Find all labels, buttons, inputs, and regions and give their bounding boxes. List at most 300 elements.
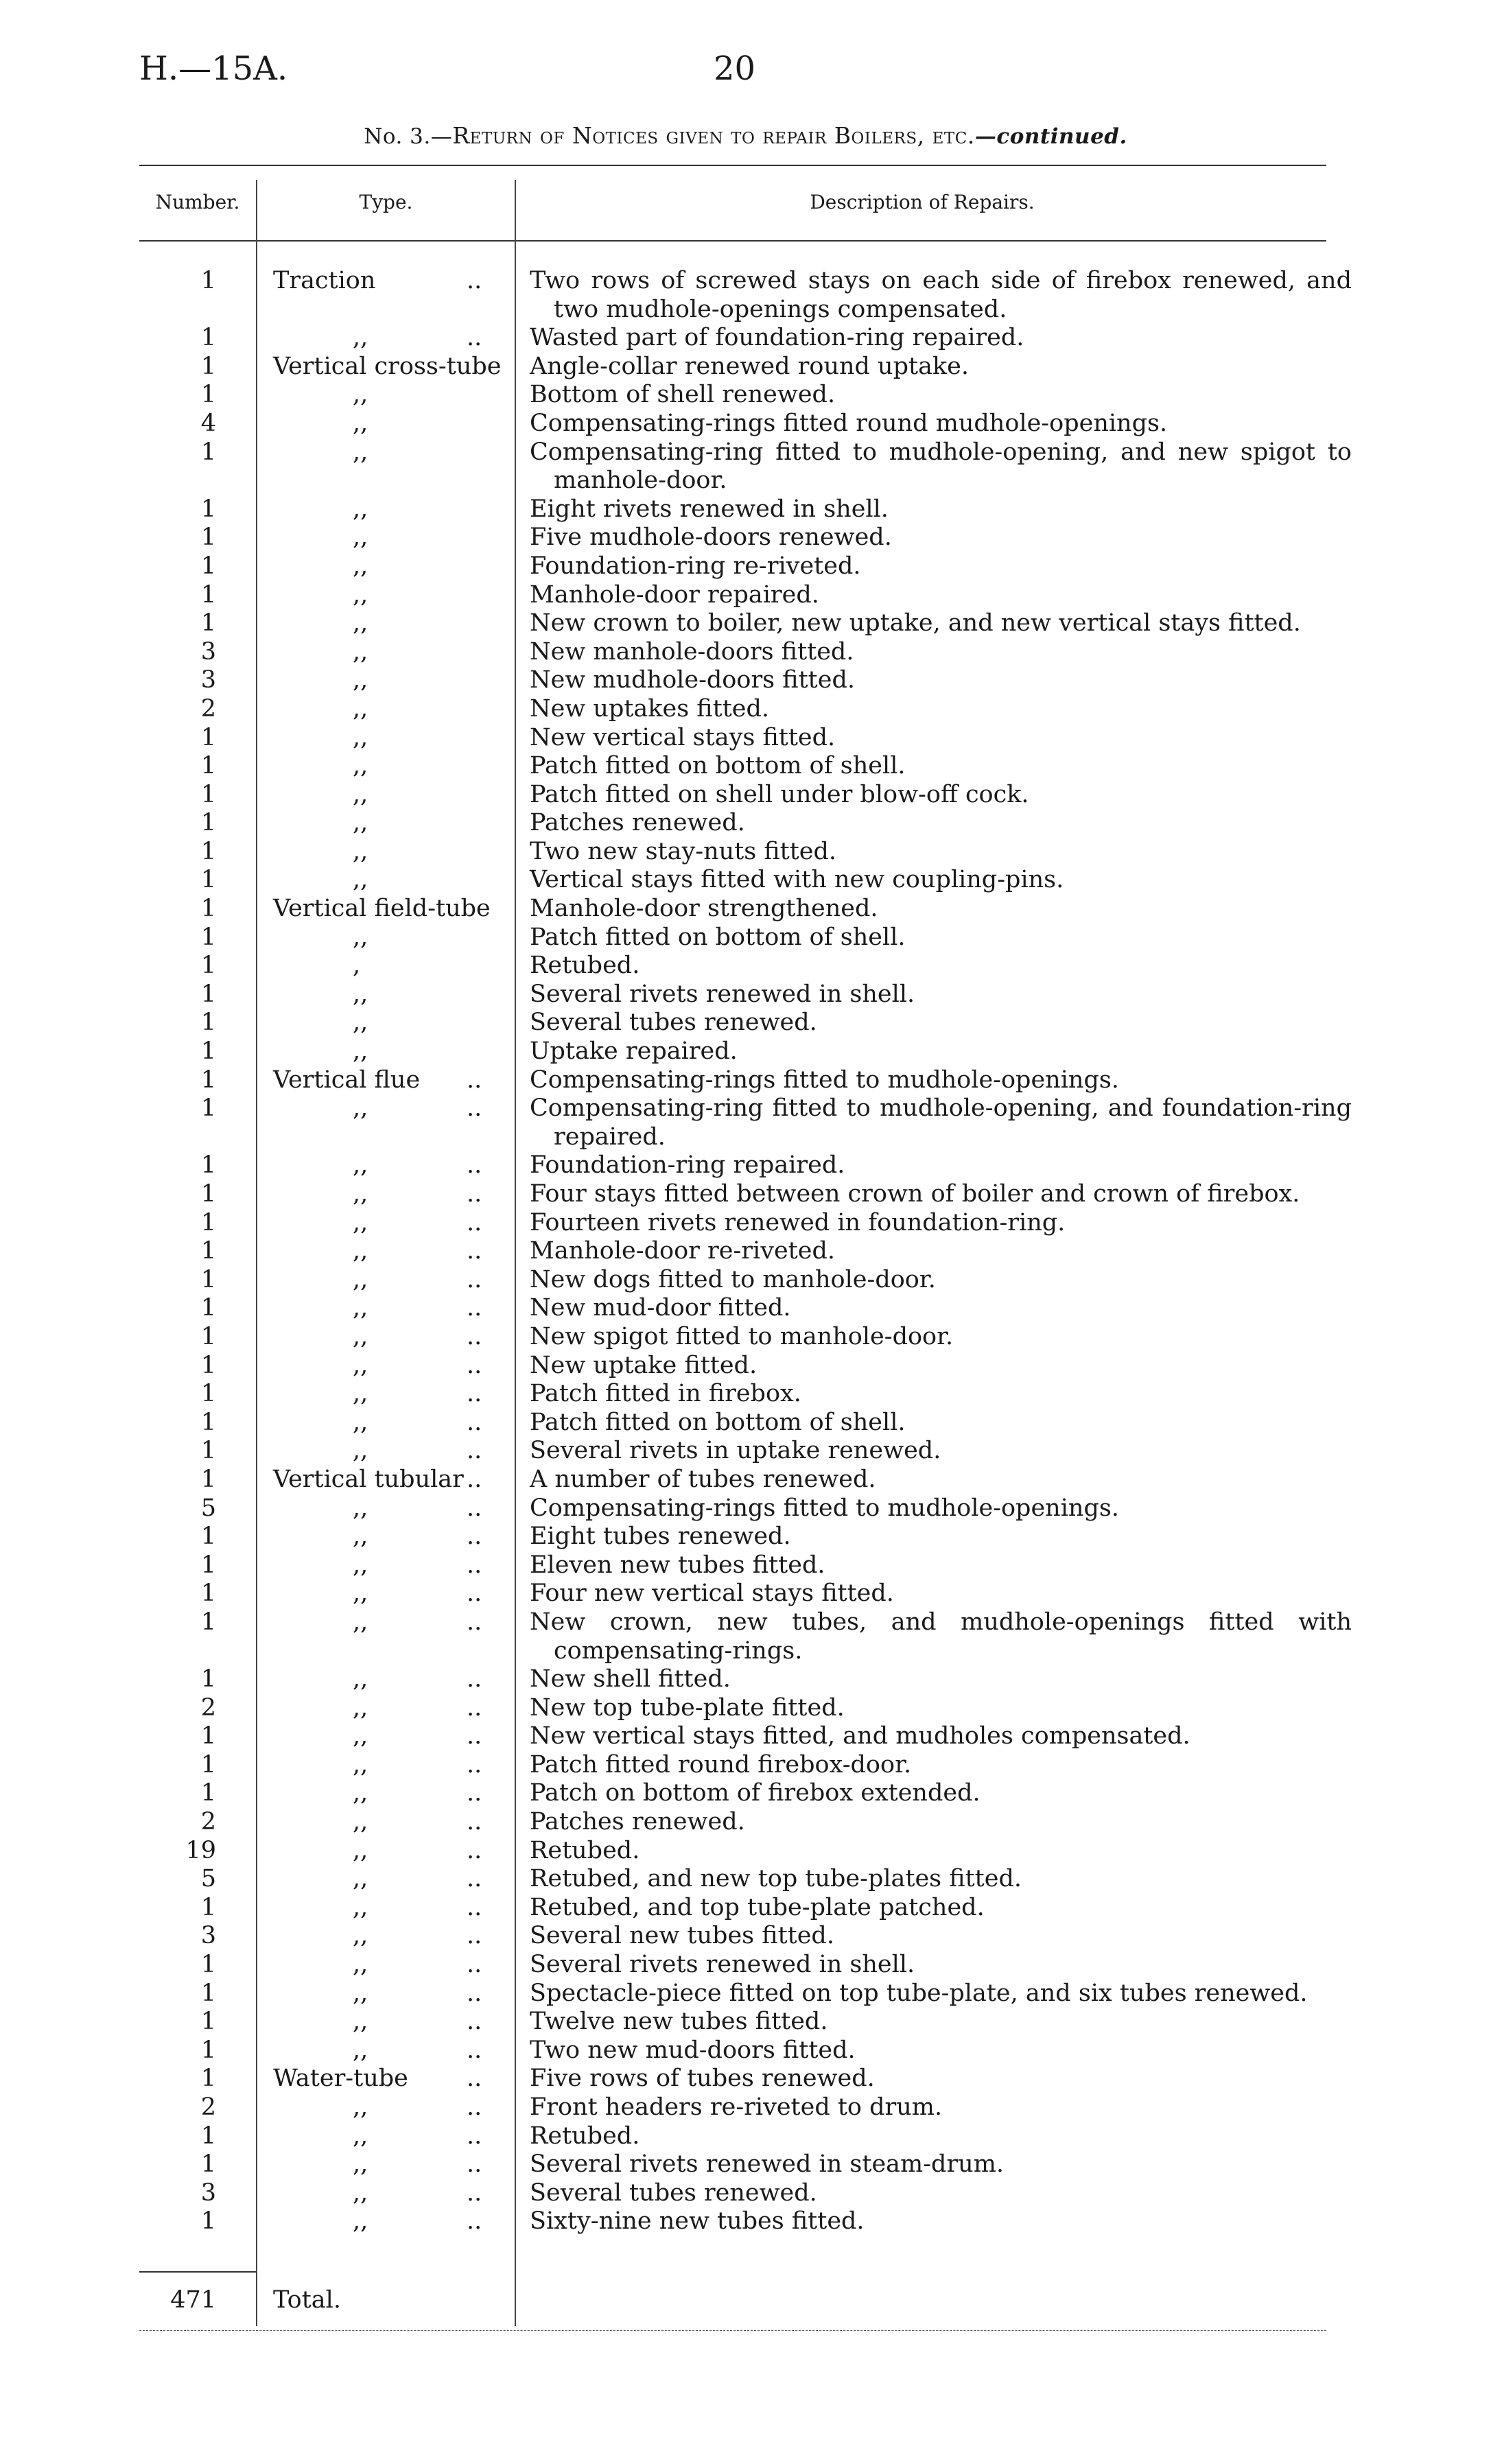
table-row [0, 1837, 1491, 1866]
row-description: Patches renewed. [530, 809, 745, 837]
row-number: 1 [200, 1180, 216, 1208]
table-row [0, 1266, 1491, 1295]
table-row [0, 324, 1491, 353]
row-type-text: ,, [353, 1922, 368, 1950]
row-description: Angle-collar renewed round uptake. [530, 352, 969, 380]
row-type-text: ,, [353, 1180, 368, 1208]
row-number: 5 [200, 1494, 216, 1522]
row-type-text: ,, [353, 1294, 368, 1322]
row-number: 1 [200, 1437, 216, 1465]
title-main: Return of Notices given to repair Boilers, etc. [452, 122, 975, 149]
leader-dots: .. [467, 1265, 482, 1293]
row-type-text: ,, [353, 1722, 368, 1750]
row-type-text: ,, [353, 580, 368, 609]
row-description: Foundation-ring re-riveted. [530, 552, 861, 580]
table-row [0, 609, 1491, 638]
table-row [0, 2037, 1491, 2065]
row-description: Compensating-ring fitted to mudhole-opening, and foundation-ring repaired. [530, 1094, 1352, 1151]
row-description: Patch fitted round firebox-door. [530, 1750, 912, 1779]
row-description: Eight tubes renewed. [530, 1523, 791, 1551]
row-description: Compensating-rings fitted to mudhole-openings. [530, 1494, 1119, 1522]
title-suffix: —continued. [974, 124, 1127, 149]
title-prefix: No. 3.— [364, 124, 453, 149]
row-type-text: ,, [353, 1380, 368, 1408]
row-number: 2 [200, 1693, 216, 1722]
table-row [0, 724, 1491, 753]
table-row [0, 267, 1491, 324]
row-type-text: ,, [353, 381, 368, 409]
table-row [0, 866, 1491, 895]
row-description: Eight rivets renewed in shell. [530, 495, 889, 523]
leader-dots: .. [467, 1151, 482, 1180]
row-description: New mud-door fitted. [530, 1294, 791, 1322]
row-type-text: ,, [353, 723, 368, 751]
row-description: Vertical stays fitted with new coupling-pins. [530, 866, 1064, 894]
row-type [273, 2065, 493, 2093]
total-label: Total. [273, 2286, 341, 2314]
row-description: Retubed, and top tube-plate patched. [530, 1893, 985, 1921]
row-description: Patch fitted on bottom of shell. [530, 1408, 906, 1436]
row-type-text: ,, [353, 495, 368, 523]
row-type-text: ,, [353, 1151, 368, 1180]
table-row [0, 1779, 1491, 1808]
row-type-text: ,, [353, 1351, 368, 1379]
row-number: 19 [185, 1836, 216, 1864]
header-bottom-rule [139, 240, 1326, 242]
row-type-text: Water-tube [273, 2065, 408, 2093]
row-number: 1 [200, 2008, 216, 2036]
row-description: New uptakes fitted. [530, 694, 770, 723]
row-description: Sixty-nine new tubes fitted. [530, 2207, 865, 2236]
row-number: 1 [200, 609, 216, 637]
row-description: Foundation-ring repaired. [530, 1151, 845, 1180]
row-number: 1 [200, 1094, 216, 1123]
row-number: 1 [200, 1893, 216, 1921]
row-description: Bottom of shell renewed. [530, 381, 836, 409]
row-description: Compensating-rings fitted to mudhole-openings. [530, 1066, 1119, 1094]
row-number: 1 [200, 1151, 216, 1180]
row-description: Patch fitted on shell under blow-off cock. [530, 780, 1029, 808]
row-type-text: ,, [353, 1009, 368, 1037]
leader-dots: .. [467, 1380, 482, 1408]
row-description: New vertical stays fitted. [530, 723, 836, 751]
row-type-text: ,, [353, 324, 368, 352]
row-type-text: ,, [353, 1779, 368, 1807]
row-description: Front headers re-riveted to drum. [530, 2093, 943, 2121]
row-type [273, 352, 502, 382]
leader-dots: .. [467, 2065, 482, 2093]
row-number: 1 [200, 324, 216, 352]
row-type-text: ,, [353, 1865, 368, 1893]
row-description: Manhole-door repaired. [530, 580, 819, 609]
leader-dots: .. [467, 2150, 482, 2179]
row-type-text: ,, [353, 2122, 368, 2150]
row-type-text: ,, [353, 524, 368, 552]
table-row [0, 1722, 1491, 1751]
row-type-text: ,, [353, 2008, 368, 2036]
row-number: 1 [200, 723, 216, 751]
table-row [0, 2150, 1491, 2179]
table-row [0, 2179, 1491, 2208]
table-row [0, 1694, 1491, 1723]
leader-dots: .. [467, 1437, 482, 1465]
table-row [0, 2207, 1491, 2236]
table-row [0, 1323, 1491, 1352]
table-row [0, 1409, 1491, 1438]
row-number: 1 [200, 923, 216, 951]
leader-dots: .. [467, 1094, 482, 1123]
row-type-text: ,, [353, 866, 368, 894]
row-description: Retubed. [530, 2122, 640, 2150]
row-description: Manhole-door re-riveted. [530, 1237, 835, 1265]
leader-dots: .. [467, 1836, 482, 1864]
row-number: 2 [200, 1808, 216, 1836]
table-row [0, 924, 1491, 952]
table-row [0, 1494, 1491, 1523]
row-number: 1 [200, 1665, 216, 1693]
row-description: Two new mud-doors fitted. [530, 2036, 856, 2064]
leader-dots: .. [467, 1865, 482, 1893]
table-row [0, 1066, 1491, 1095]
leader-dots: .. [467, 1580, 482, 1608]
column-header-type: Type. [359, 191, 413, 213]
row-number: 1 [200, 1322, 216, 1350]
row-number: 1 [200, 1779, 216, 1807]
table-row [0, 981, 1491, 1009]
row-description: New top tube-plate fitted. [530, 1693, 845, 1722]
row-type [273, 895, 493, 924]
table-row [0, 781, 1491, 810]
leader-dots: .. [467, 1750, 482, 1779]
table-row [0, 895, 1491, 924]
table-row [0, 809, 1491, 838]
row-type-text: ,, [353, 1750, 368, 1779]
page-reference: H.—15A. [139, 49, 288, 88]
row-description: A number of tubes renewed. [530, 1465, 876, 1493]
table-row [0, 695, 1491, 724]
leader-dots: .. [467, 1922, 482, 1950]
row-number: 1 [200, 1380, 216, 1408]
row-number: 1 [200, 524, 216, 552]
row-number: 1 [200, 1523, 216, 1551]
leader-dots: .. [467, 1722, 482, 1750]
row-number: 4 [200, 409, 216, 437]
row-number: 1 [200, 267, 216, 294]
row-type-text: ,, [353, 1665, 368, 1693]
table-row [0, 1151, 1491, 1180]
row-number: 3 [200, 666, 216, 694]
row-type-text: Vertical flue [273, 1066, 421, 1094]
leader-dots: .. [467, 324, 482, 352]
table-row [0, 552, 1491, 581]
table-row [0, 2065, 1491, 2093]
row-type-text: ,, [353, 1408, 368, 1436]
row-description: New manhole-doors fitted. [530, 637, 854, 666]
row-description: Several rivets in uptake renewed. [530, 1437, 941, 1465]
row-type-text: ,, [353, 1808, 368, 1836]
row-type-text: ,, [353, 837, 368, 865]
row-type-text: ,, [353, 1608, 368, 1636]
row-type-text: Vertical cross-tube [273, 352, 502, 380]
row-description: New crown, new tubes, and mudhole-openings fitted with compensating-rings. [530, 1608, 1352, 1665]
table-row [0, 838, 1491, 867]
row-number: 1 [200, 2207, 216, 2236]
leader-dots: .. [467, 1951, 482, 1979]
table-row [0, 524, 1491, 552]
row-number: 1 [200, 1750, 216, 1779]
row-number: 1 [200, 2150, 216, 2179]
row-description: Compensating-ring fitted to mudhole-opening, and new spigot to manhole-door. [530, 438, 1352, 495]
leader-dots: .. [467, 2122, 482, 2150]
row-description: Two new stay-nuts fitted. [530, 837, 837, 865]
row-number: 1 [200, 1722, 216, 1750]
table-row [0, 1009, 1491, 1037]
row-number: 1 [200, 438, 216, 466]
table-row [0, 381, 1491, 410]
row-number: 1 [200, 2122, 216, 2150]
table-row [0, 1209, 1491, 1238]
row-type-text: ,, [353, 1237, 368, 1265]
row-number: 1 [200, 1009, 216, 1037]
row-description: Manhole-door strengthened. [530, 895, 878, 923]
row-number: 1 [200, 1608, 216, 1636]
leader-dots: .. [467, 2036, 482, 2064]
row-number: 1 [200, 381, 216, 409]
row-type-text: ,, [353, 1893, 368, 1921]
table-row [0, 1580, 1491, 1608]
row-type [273, 1066, 493, 1095]
row-description: New spigot fitted to manhole-door. [530, 1322, 954, 1350]
table-row [0, 1665, 1491, 1694]
row-number: 1 [200, 1351, 216, 1379]
table-row [0, 666, 1491, 695]
row-type-text: ,, [353, 552, 368, 580]
table-row [0, 1980, 1491, 2008]
row-type-text: ,, [353, 2036, 368, 2064]
row-number: 1 [200, 1979, 216, 2007]
row-type-text: ,, [353, 1208, 368, 1236]
row-description: Uptake repaired. [530, 1037, 738, 1066]
table-row [0, 1922, 1491, 1951]
row-type-text: ,, [353, 1693, 368, 1722]
row-number: 1 [200, 809, 216, 837]
row-type-text: ,, [353, 1494, 368, 1522]
row-description: Several new tubes fitted. [530, 1922, 834, 1950]
row-description: New vertical stays fitted, and mudholes compensated. [530, 1722, 1190, 1750]
table-row [0, 1294, 1491, 1323]
row-description: Patch on bottom of firebox extended. [530, 1779, 981, 1807]
table-row [0, 1523, 1491, 1551]
row-type-text: ,, [353, 2207, 368, 2236]
row-number: 1 [200, 495, 216, 523]
column-header-description: Description of Repairs. [810, 191, 1035, 213]
table-row [0, 1608, 1491, 1665]
row-type-text: ,, [353, 694, 368, 723]
row-type [273, 267, 493, 296]
row-description: Spectacle-piece fitted on top tube-plate, and six tubes renewed. [530, 1979, 1308, 2007]
leader-dots: .. [467, 1294, 482, 1322]
leader-dots: .. [467, 2093, 482, 2121]
leader-dots: .. [467, 1494, 482, 1522]
row-number: 1 [200, 1265, 216, 1293]
leader-dots: .. [467, 2179, 482, 2207]
row-number: 1 [200, 2036, 216, 2064]
row-description: Patches renewed. [530, 1808, 745, 1836]
row-description: Eleven new tubes fitted. [530, 1551, 825, 1579]
page-number: 20 [714, 49, 756, 88]
table-title [0, 122, 1491, 149]
row-type-text: ,, [353, 752, 368, 780]
table-row [0, 1437, 1491, 1466]
row-number: 1 [200, 1066, 216, 1094]
table-row [0, 1551, 1491, 1580]
leader-dots: .. [467, 1351, 482, 1379]
row-number: 1 [200, 1408, 216, 1436]
leader-dots: .. [467, 1551, 482, 1579]
leader-dots: .. [467, 1779, 482, 1807]
row-number: 1 [200, 1465, 216, 1493]
leader-dots: .. [467, 1180, 482, 1208]
table-row [0, 1466, 1491, 1494]
column-header-number: Number. [155, 191, 240, 213]
row-number: 3 [200, 637, 216, 666]
row-type-text: ,, [353, 1580, 368, 1608]
row-number: 5 [200, 1865, 216, 1893]
row-type-text: ,, [353, 2150, 368, 2179]
table-row [0, 438, 1491, 495]
leader-dots: .. [467, 1066, 482, 1094]
row-description: Patch fitted on bottom of shell. [530, 923, 906, 951]
row-number: 1 [200, 1951, 216, 1979]
row-type-text: ,, [353, 1322, 368, 1350]
row-number: 1 [200, 866, 216, 894]
row-type-text: Vertical field-tube [273, 895, 491, 923]
leader-dots: .. [467, 267, 482, 294]
table-row [0, 1751, 1491, 1780]
row-type-text: ,, [353, 2179, 368, 2207]
row-description: Compensating-rings fitted round mudhole-openings. [530, 409, 1168, 437]
row-type-text: ,, [353, 409, 368, 437]
row-type-text: ,, [353, 438, 368, 466]
row-number: 1 [200, 352, 216, 380]
table-row [0, 353, 1491, 382]
table-row [0, 495, 1491, 524]
row-type-text: ,, [353, 1265, 368, 1293]
table-row [0, 1951, 1491, 1980]
row-number: 1 [200, 580, 216, 609]
leader-dots: .. [467, 1979, 482, 2007]
row-type-text: ,, [353, 780, 368, 808]
row-description: New mudhole-doors fitted. [530, 666, 855, 694]
row-number: 1 [200, 1208, 216, 1236]
row-number: 2 [200, 2093, 216, 2121]
leader-dots: .. [467, 1893, 482, 1921]
row-type-text: Vertical tubular [273, 1465, 464, 1493]
leader-dots: .. [467, 1693, 482, 1722]
row-description: Five mudhole-doors renewed. [530, 524, 892, 552]
leader-dots: .. [467, 1608, 482, 1636]
row-description: Several rivets renewed in steam-drum. [530, 2150, 1005, 2179]
table-row [0, 2122, 1491, 2151]
row-number: 2 [200, 694, 216, 723]
row-number: 1 [200, 1294, 216, 1322]
row-description: Patch fitted in firebox. [530, 1380, 801, 1408]
row-number: 3 [200, 1922, 216, 1950]
row-number: 1 [200, 552, 216, 580]
row-type-text: ,, [353, 809, 368, 837]
table-row [0, 752, 1491, 781]
row-type [273, 1466, 493, 1494]
row-number: 1 [200, 752, 216, 780]
row-description: Wasted part of foundation-ring repaired. [530, 324, 1024, 352]
row-number: 3 [200, 2179, 216, 2207]
leader-dots: .. [467, 1465, 482, 1493]
row-description: Four stays fitted between crown of boiler and crown of firebox. [530, 1180, 1300, 1208]
row-type-text: ,, [353, 609, 368, 637]
header-top-rule [139, 165, 1326, 166]
leader-dots: .. [467, 1408, 482, 1436]
row-type-text: ,, [353, 923, 368, 951]
row-description: Fourteen rivets renewed in foundation-ring. [530, 1208, 1066, 1236]
footer-rule [139, 2330, 1326, 2331]
row-description: Several tubes renewed. [530, 1009, 817, 1037]
table-row [0, 952, 1491, 981]
table-row [0, 1894, 1491, 1923]
table-row [0, 2093, 1491, 2122]
row-number: 1 [200, 895, 216, 923]
leader-dots: .. [467, 1523, 482, 1551]
row-type-text: Traction [273, 267, 376, 294]
row-type-text: ,, [353, 1951, 368, 1979]
table-row [0, 1237, 1491, 1266]
row-number: 1 [200, 1237, 216, 1265]
row-type-text: ,, [353, 980, 368, 1008]
row-number: 1 [200, 980, 216, 1008]
leader-dots: .. [467, 1665, 482, 1693]
row-description: New crown to boiler, new uptake, and new vertical stays fitted. [530, 609, 1301, 637]
repairs-table-body [0, 267, 1491, 2236]
leader-dots: .. [467, 1208, 482, 1236]
row-type-text: ,, [353, 1523, 368, 1551]
row-number: 1 [200, 837, 216, 865]
leader-dots: .. [467, 2008, 482, 2036]
row-type-text: ,, [353, 1437, 368, 1465]
row-description: New shell fitted. [530, 1665, 731, 1693]
row-number: 1 [200, 1580, 216, 1608]
row-description: Retubed. [530, 952, 640, 980]
row-type-text: ,, [353, 666, 368, 694]
row-number: 1 [200, 1551, 216, 1579]
leader-dots: .. [467, 2207, 482, 2236]
table-row [0, 1865, 1491, 1894]
row-description: Patch fitted on bottom of shell. [530, 752, 906, 780]
row-type-text: ,, [353, 1094, 368, 1123]
table-row [0, 410, 1491, 438]
row-number: 1 [200, 952, 216, 980]
row-description: Retubed, and new top tube-plates fitted. [530, 1865, 1022, 1893]
row-description: New dogs fitted to manhole-door. [530, 1265, 936, 1293]
row-type-text: ,, [353, 1551, 368, 1579]
table-row [0, 1037, 1491, 1066]
row-type-text: , [353, 952, 361, 980]
leader-dots: .. [467, 1322, 482, 1350]
row-description: Two rows of screwed stays on each side of firebox renewed, and two mudhole-openings compensated. [530, 267, 1352, 323]
row-description: New uptake fitted. [530, 1351, 758, 1379]
row-description: Retubed. [530, 1836, 640, 1864]
table-row [0, 2008, 1491, 2037]
row-number: 1 [200, 780, 216, 808]
table-row [0, 581, 1491, 610]
